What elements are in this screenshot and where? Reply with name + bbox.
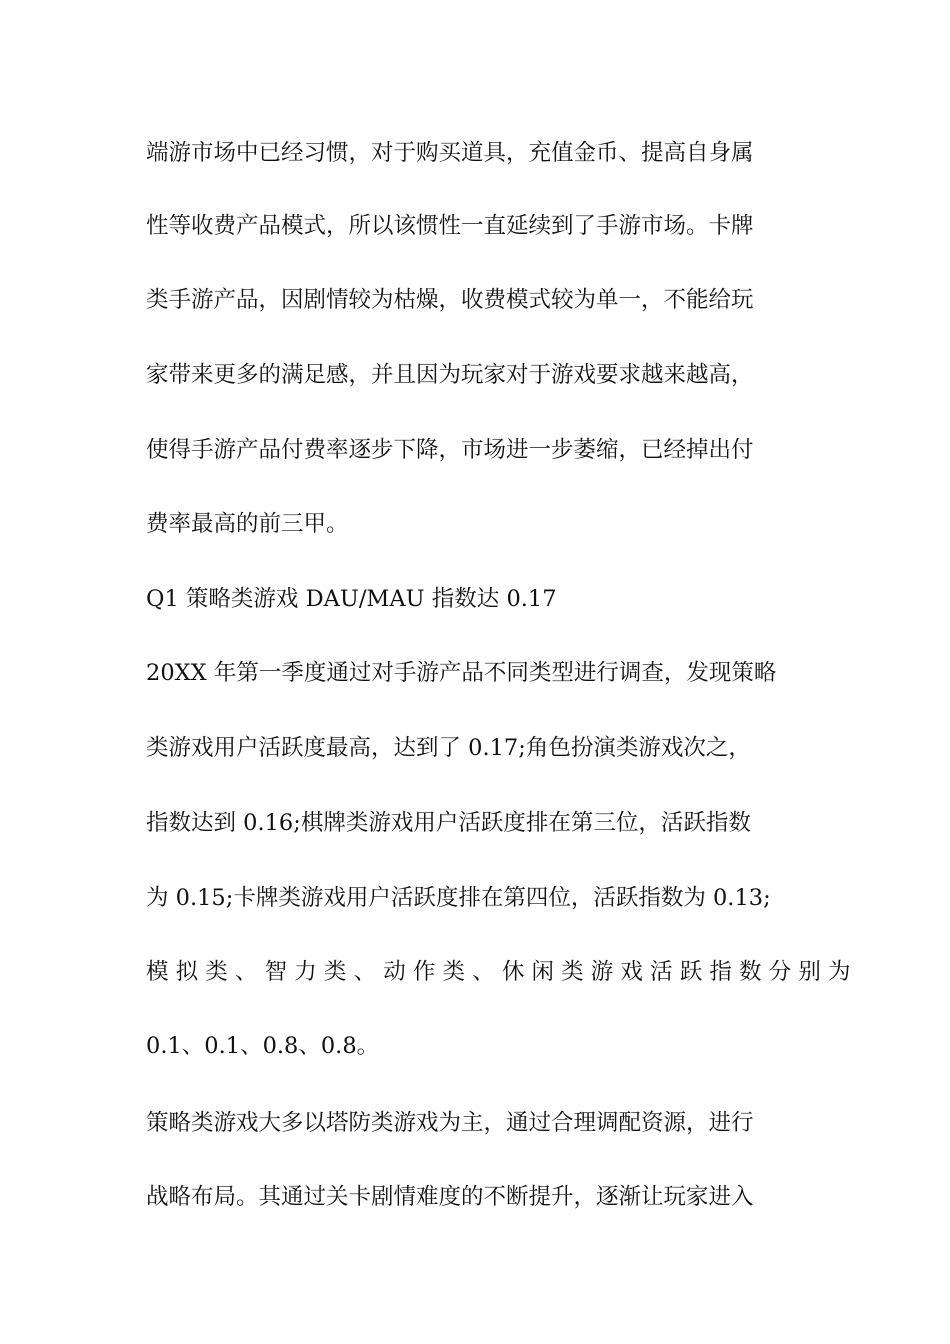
paragraph-2-line-5: 模 拟 类 、 智 力 类 、 动 作 类 、 休 闲 类 游 戏 活 跃 指 数 分 别 为 <box>146 959 851 985</box>
paragraph-2-line-3: 指数达到 0.16;棋牌类游戏用户活跃度排在第三位，活跃指数 <box>146 810 751 836</box>
paragraph-1-line-1: 端游市场中已经习惯，对于购买道具，充值金币、提高自身属 <box>146 140 754 166</box>
paragraph-3-line-1: 策略类游戏大多以塔防类游戏为主，通过合理调配资源，进行 <box>146 1110 754 1136</box>
paragraph-2-line-6: 0.1、0.1、0.8、0.8。 <box>146 1033 380 1059</box>
section-heading: Q1 策略类游戏 DAU/MAU 指数达 0.17 <box>146 586 557 612</box>
paragraph-3-line-2: 战略布局。其通过关卡剧情难度的不断提升，逐渐让玩家进入 <box>146 1184 754 1210</box>
paragraph-2-line-2: 类游戏用户活跃度最高，达到了 0.17;角色扮演类游戏次之， <box>146 735 751 761</box>
paragraph-1-line-4: 家带来更多的满足感，并且因为玩家对于游戏要求越来越高， <box>146 362 754 388</box>
paragraph-2-line-4: 为 0.15;卡牌类游戏用户活跃度排在第四位，活跃指数为 0.13; <box>146 885 771 911</box>
paragraph-1-line-3: 类手游产品，因剧情较为枯燥，收费模式较为单一，不能给玩 <box>146 287 754 313</box>
paragraph-1-line-5: 使得手游产品付费率逐步下降，市场进一步萎缩，已经掉出付 <box>146 437 754 463</box>
paragraph-1-line-6: 费率最高的前三甲。 <box>146 511 349 537</box>
paragraph-1-line-2: 性等收费产品模式，所以该惯性一直延续到了手游市场。卡牌 <box>146 213 754 239</box>
paragraph-2-line-1: 20XX 年第一季度通过对手游产品不同类型进行调查，发现策略 <box>146 660 777 686</box>
